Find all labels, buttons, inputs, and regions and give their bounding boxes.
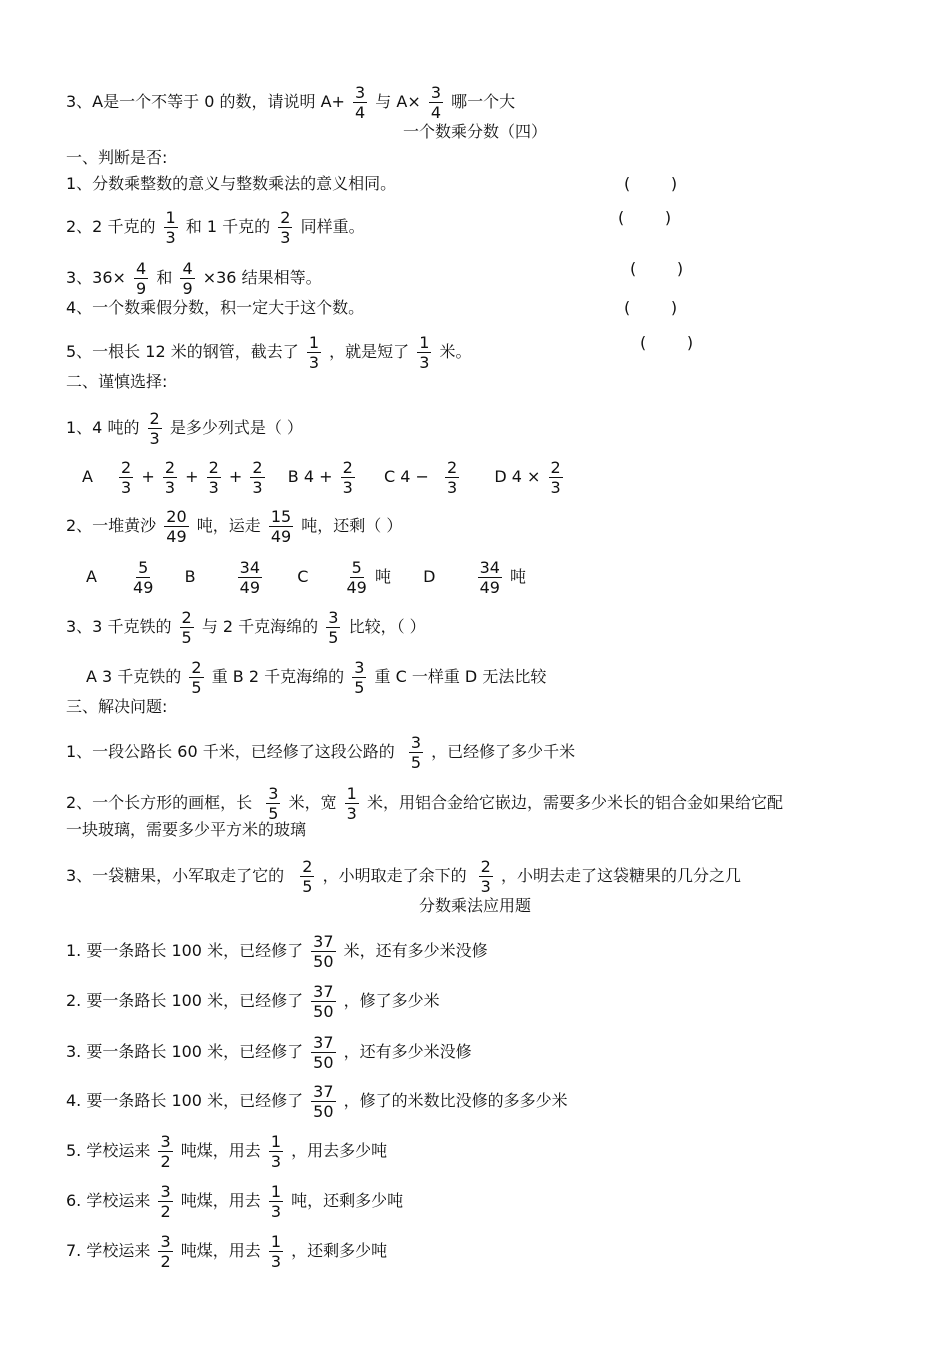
fraction-numerator: 2 — [164, 458, 176, 477]
answer-paren: ( ) — [640, 333, 694, 352]
judge-item-2: 2、2 千克的 $\frac{1}{3}$ 和 1 千克的 $\frac{2}{3}$ 同样重。 — [66, 208, 365, 247]
answer-paren: ( ) — [630, 259, 684, 278]
fraction-numerator: 3 — [354, 658, 365, 677]
problem-item-2-continued: 一块玻璃，需要多少平方米的玻璃 — [66, 820, 307, 839]
fraction-numerator: 5 — [351, 558, 362, 577]
fraction — [478, 558, 502, 597]
judge-item-1: 1、分数乘整数的意义与整数乘法的意义相同。 — [66, 174, 397, 193]
fraction — [345, 784, 359, 823]
fraction-numerator: 37 — [313, 982, 334, 1001]
fraction — [269, 1232, 283, 1271]
fraction — [353, 83, 367, 122]
problem-item-3: 3、一袋糖果，小军取走了它的 $\frac{2}{5}$ ，小明取走了余下的 $\frac{2}{3}$ ，小明去走了这袋糖果的几分之几 — [66, 857, 741, 896]
fraction — [269, 1132, 283, 1171]
fraction-denominator: 50 — [313, 1053, 334, 1072]
fraction-denominator: 5 — [302, 877, 313, 896]
choice-item-2: 2、一堆黄沙 $\frac{20}{49}$ 吨，运走 $\frac{15}{49}$ 吨，还剩（ ） — [66, 507, 403, 546]
fraction-denominator: 3 — [550, 478, 561, 497]
answer-paren: ( ) — [618, 208, 672, 227]
fraction-numerator: 2 — [181, 608, 192, 627]
fraction-denominator: 5 — [354, 678, 365, 697]
fraction — [278, 208, 292, 247]
fraction-denominator: 49 — [479, 578, 500, 597]
fraction-denominator: 3 — [252, 478, 263, 497]
fraction-numerator: 1 — [270, 1132, 282, 1151]
fraction — [164, 507, 188, 546]
fraction — [250, 458, 264, 497]
word-problem-4: 4. 要一条路长 100 米，已经修了 $\frac{37}{50}$ ，修了的米数比没修的多多少米 — [66, 1082, 568, 1121]
fraction-numerator: 2 — [252, 458, 263, 477]
fraction-numerator: 37 — [313, 1033, 334, 1052]
fraction-denominator: 3 — [208, 478, 219, 497]
fraction-numerator: 3 — [328, 608, 339, 627]
fraction-denominator: 2 — [160, 1252, 171, 1271]
part-heading: 三、解决问题: — [66, 697, 168, 716]
fraction-numerator: 3 — [268, 784, 279, 803]
fraction-denominator: 3 — [280, 228, 291, 247]
fraction — [158, 1132, 172, 1171]
fraction — [148, 409, 162, 448]
fraction-denominator: 3 — [346, 804, 357, 823]
word-problem-1: 1. 要一条路长 100 米，已经修了 $\frac{37}{50}$ 米，还有多少米没修 — [66, 932, 488, 971]
fraction-denominator: 5 — [181, 628, 192, 647]
answer-paren: ( ) — [624, 298, 678, 317]
choice-options-1: A $\frac{2}{3}$ + $\frac{2}{3}$ + $\frac{2}{3}$ + $\frac{2}{3}$ B 4 + $\frac{2}{3}$ C 4 − $\frac{2}{3}$ D 4 × $\frac{2}{3}$ — [82, 458, 561, 497]
fraction-denominator: 50 — [313, 952, 334, 971]
word-problem-3: 3. 要一条路长 100 米，已经修了 $\frac{37}{50}$ ，还有多少米没修 — [66, 1033, 472, 1072]
choice-item-3: 3、3 千克铁的 $\frac{2}{5}$ 与 2 千克海绵的 $\frac{3}{5}$ 比较，（ ） — [66, 608, 426, 647]
fraction — [307, 333, 321, 372]
fraction-numerator: 4 — [136, 259, 147, 278]
answer-paren: ( ) — [624, 174, 678, 193]
judge-item-4: 4、一个数乘假分数，积一定大于这个数。 — [66, 298, 365, 317]
fraction-numerator: 2 — [480, 857, 491, 876]
fraction — [238, 558, 262, 597]
fraction — [341, 458, 355, 497]
fraction-denominator: 3 — [164, 478, 176, 497]
part-heading: 一、判断是否: — [66, 148, 168, 167]
fraction-numerator: 2 — [121, 458, 132, 477]
fraction — [326, 608, 340, 647]
fraction-denominator: 5 — [410, 753, 421, 772]
fraction-denominator: 3 — [480, 877, 491, 896]
fraction — [269, 1182, 283, 1221]
fraction-numerator: 1 — [270, 1232, 282, 1251]
judge-item-3: 3、36× $\frac{4}{9}$ 和 $\frac{4}{9}$ ×36 结果相等。 — [66, 259, 322, 298]
fraction-denominator: 3 — [342, 478, 353, 497]
fraction-denominator: 3 — [270, 1252, 282, 1271]
fraction — [300, 857, 314, 896]
judge-item-5: 5、一根长 12 米的钢管，截去了 $\frac{1}{3}$ ，就是短了 $\frac{1}{3}$ 米。 — [66, 333, 472, 372]
section-title: 分数乘法应用题 — [418, 896, 531, 915]
fraction-numerator: 3 — [160, 1132, 171, 1151]
word-problem-5: 5. 学校运来 $\frac{3}{2}$ 吨煤，用去 $\frac{1}{3}$ ，用去多少吨 — [66, 1132, 388, 1171]
fraction-numerator: 2 — [280, 208, 291, 227]
fraction-numerator: 34 — [239, 558, 261, 577]
fraction-denominator: 49 — [270, 527, 292, 546]
fraction-numerator: 2 — [191, 658, 202, 677]
fraction-numerator: 15 — [270, 507, 292, 526]
fraction-numerator: 1 — [419, 333, 430, 352]
fraction-denominator: 50 — [313, 1002, 334, 1021]
fraction — [311, 1082, 335, 1121]
fraction-denominator: 3 — [165, 228, 176, 247]
fraction — [189, 658, 203, 697]
fraction — [163, 458, 177, 497]
fraction-denominator: 3 — [308, 353, 319, 372]
fraction-denominator: 2 — [160, 1202, 171, 1221]
fraction-denominator: 49 — [133, 578, 154, 597]
fraction — [158, 1232, 172, 1271]
fraction — [549, 458, 563, 497]
fraction-numerator: 1 — [270, 1182, 282, 1201]
fraction — [119, 458, 133, 497]
word-problem-2: 2. 要一条路长 100 米，已经修了 $\frac{37}{50}$ ，修了多少米 — [66, 982, 440, 1021]
fraction-denominator: 9 — [136, 279, 147, 298]
fraction-numerator: 4 — [182, 259, 193, 278]
fraction — [180, 259, 194, 298]
fraction-denominator: 2 — [160, 1152, 171, 1171]
fraction — [409, 733, 423, 772]
part-heading: 二、谨慎选择: — [66, 372, 168, 391]
fraction-numerator: 37 — [313, 1082, 334, 1101]
fraction — [352, 658, 366, 697]
fraction — [479, 857, 493, 896]
fraction — [417, 333, 431, 372]
fraction-denominator: 5 — [328, 628, 339, 647]
problem-item-1: 1、一段公路长 60 千米，已经修了这段公路的 $\frac{3}{5}$ ，已经修了多少千米 — [66, 733, 576, 772]
fraction-denominator: 3 — [270, 1152, 282, 1171]
fraction — [429, 83, 443, 122]
fraction — [311, 982, 335, 1021]
fraction-denominator: 3 — [149, 429, 160, 448]
choice-options-3: A 3 千克铁的 $\frac{2}{5}$ 重 B 2 千克海绵的 $\frac{3}{5}$ 重 C 一样重 D 无法比较 — [86, 658, 547, 697]
fraction-numerator: 2 — [550, 458, 561, 477]
fraction-denominator: 4 — [430, 103, 442, 122]
fraction-numerator: 3 — [160, 1182, 171, 1201]
fraction-denominator: 4 — [355, 103, 366, 122]
fraction — [445, 458, 459, 497]
choice-item-1: 1、4 吨的 $\frac{2}{3}$ 是多少列式是（ ） — [66, 409, 303, 448]
fraction-denominator: 3 — [121, 478, 132, 497]
fraction-numerator: 1 — [165, 208, 176, 227]
fraction — [207, 458, 221, 497]
fraction-numerator: 2 — [447, 458, 458, 477]
fraction-numerator: 37 — [313, 932, 334, 951]
fraction — [180, 608, 194, 647]
word-problem-7: 7. 学校运来 $\frac{3}{2}$ 吨煤，用去 $\frac{1}{3}$ ，还剩多少吨 — [66, 1232, 388, 1271]
fraction-numerator: 3 — [410, 733, 421, 752]
fraction-denominator: 3 — [270, 1202, 282, 1221]
fraction-denominator: 5 — [191, 678, 202, 697]
fraction-denominator: 49 — [239, 578, 261, 597]
fraction-numerator: 2 — [208, 458, 219, 477]
fraction-numerator: 20 — [166, 507, 187, 526]
word-problem-6: 6. 学校运来 $\frac{3}{2}$ 吨煤，用去 $\frac{1}{3}$ 吨，还剩多少吨 — [66, 1182, 404, 1221]
fraction-denominator: 5 — [268, 804, 279, 823]
fraction-numerator: 1 — [346, 784, 357, 803]
fraction — [266, 784, 280, 823]
fraction-numerator: 2 — [302, 857, 313, 876]
fraction-denominator: 50 — [313, 1102, 334, 1121]
fraction — [164, 208, 178, 247]
fraction — [134, 259, 148, 298]
fraction-numerator: 2 — [149, 409, 160, 428]
fraction-numerator: 2 — [342, 458, 353, 477]
fraction-numerator: 34 — [479, 558, 500, 577]
choice-options-2: A $\frac{5}{49}$ B $\frac{34}{49}$ C $\frac{5}{49}$ 吨 D $\frac{34}{49}$ 吨 — [86, 558, 527, 597]
fraction-denominator: 49 — [166, 527, 187, 546]
fraction-numerator: 3 — [160, 1232, 171, 1251]
fraction — [346, 558, 366, 597]
fraction-denominator: 3 — [419, 353, 430, 372]
fraction-denominator: 9 — [182, 279, 193, 298]
fraction — [269, 507, 293, 546]
fraction-numerator: 1 — [308, 333, 319, 352]
problem-item-2: 2、一个长方形的画框，长 $\frac{3}{5}$ 米，宽 $\frac{1}{3}$ 米，用铝合金给它嵌边，需要多少米长的铝合金如果给它配 — [66, 784, 783, 823]
fraction-numerator: 5 — [138, 558, 149, 577]
fraction — [311, 932, 335, 971]
fraction-numerator: 3 — [430, 83, 442, 102]
section-title: 一个数乘分数（四） — [402, 122, 547, 141]
fraction — [158, 1182, 172, 1221]
fraction — [311, 1033, 335, 1072]
fraction-numerator: 3 — [355, 83, 366, 102]
question-a-comparison: 3、A是一个不等于 0 的数，请说明 A+ $\frac{3}{4}$ 与 A× $\frac{3}{4}$ 哪一个大 — [66, 83, 516, 122]
fraction-denominator: 49 — [346, 578, 367, 597]
fraction-denominator: 3 — [447, 478, 458, 497]
fraction — [133, 558, 153, 597]
